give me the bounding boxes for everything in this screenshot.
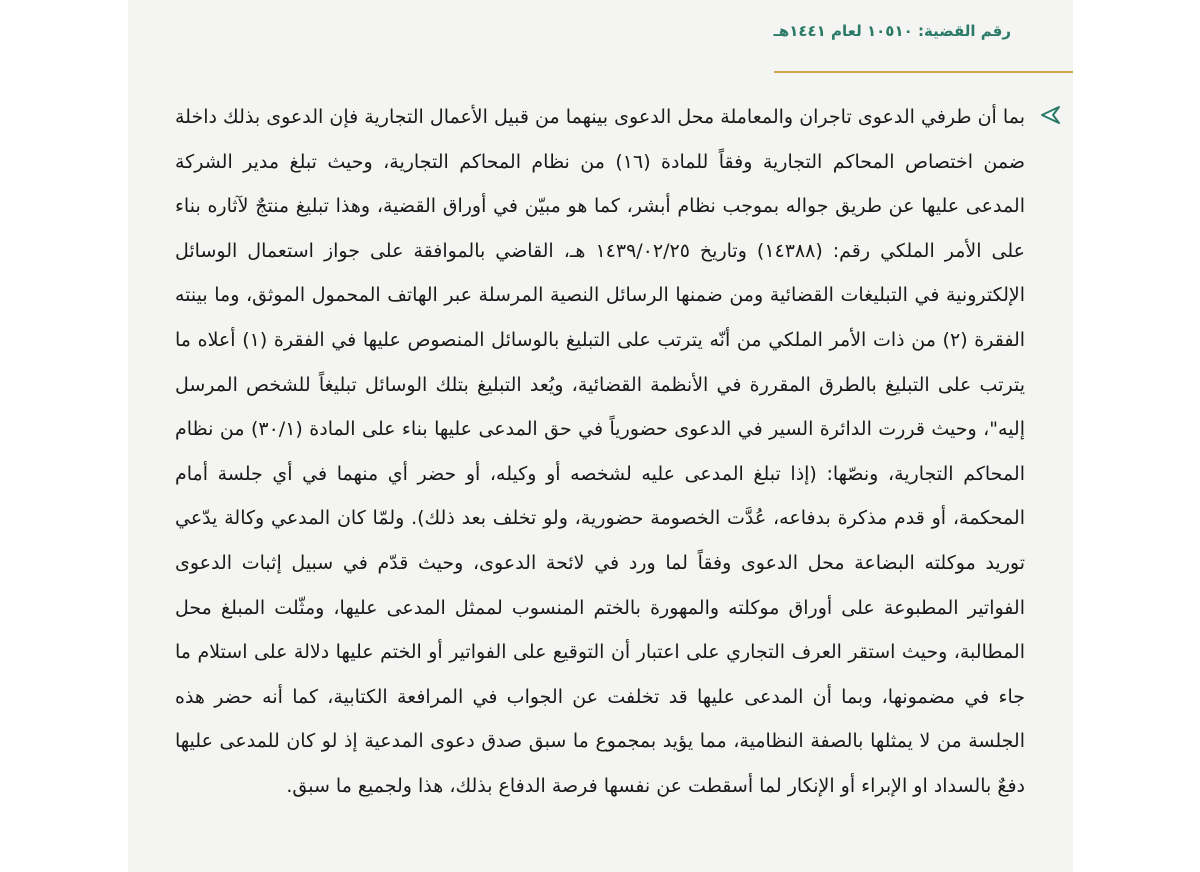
ruling-paragraph: بما أن طرفي الدعوى تاجران والمعاملة محل الدعوى بينهما من قبيل الأعمال التجارية فإن الدعوى بذلك داخلة ضمن اختصاص المحاكم التجارية وفقاً للمادة (١٦) من نظام المحاكم التجارية، وحيث تبلغ مدير الشركة المدعى عليها عن طريق جواله بموجب نظام أبشر، كما هو مبيّن في أوراق القضية، وهذا تبليغ منتجٌ لآثاره بناء على الأمر الملكي رقم: (١٤٣٨٨) وتاريخ ١٤٣٩/٠٢/٢٥ هـ، القاضي بالموافقة على جواز استعمال الوسائل الإلكترونية في التبليغات القضائية ومن ضمنها الرسائل النصية المرسلة عبر الهاتف المحمول الموثق، وما بينته الفقرة (٢) من ذات الأمر الملكي من أنّه يترتب على التبليغ بالوسائل المنصوص عليها في الفقرة (١) أعلاه ما يترتب على التبليغ بالطرق المقررة في الأنظمة القضائية، ويُعد التبليغ بتلك الوسائل تبليغاً للشخص المرسل إليه"، وحيث قررت الدائرة السير في الدعوى حضورياً في حق المدعى عليها بناء على المادة (٣٠/١) من نظام المحاكم التجارية، ونصّها: (إذا تبلغ المدعى عليه لشخصه أو وكيله، أو حضر أي منهما في أي جلسة أمام المحكمة، أو قدم مذكرة بدفاعه، عُدَّت الخصومة حضورية، ولو تخلف بعد ذلك). ولمّا كان المدعي وكالة يدّعي توريد موكلته البضاعة محل الدعوى وفقاً لما ورد في لائحة الدعوى، وحيث قدّم في سبيل إثبات الدعوى الفواتير المطبوعة على أوراق موكلته والمهورة بالختم المنسوب لممثل المدعى عليها، ومثّلت المبلغ محل المطالبة، وحيث استقر العرف التجاري على اعتبار أن التوقيع على الفواتير أو الختم عليها دلالة على استلام ما جاء في مضمونها، وبما أن المدعى عليها قد تخلفت عن الجواب في المرافعة الكتابية، كما أنه حضر هذه الجلسة من لا يمثلها بالصفة النظامية، مما يؤيد بمجموع ما سبق صدق دعوى المدعية إذ لو كان للمدعى عليها دفعٌ بالسداد او الإبراء أو الإنكار لما أسقطت عن نفسها فرصة الدفاع بذلك، هذا ولجميع ما سبق. bbox=[175, 106, 1026, 797]
header-divider bbox=[774, 71, 1073, 73]
document-page bbox=[128, 0, 1073, 872]
arrow-bullet-icon bbox=[1039, 104, 1061, 126]
case-number: رقم القضية: ١٠٥١٠ لعام ١٤٤١هـ bbox=[773, 22, 1011, 40]
